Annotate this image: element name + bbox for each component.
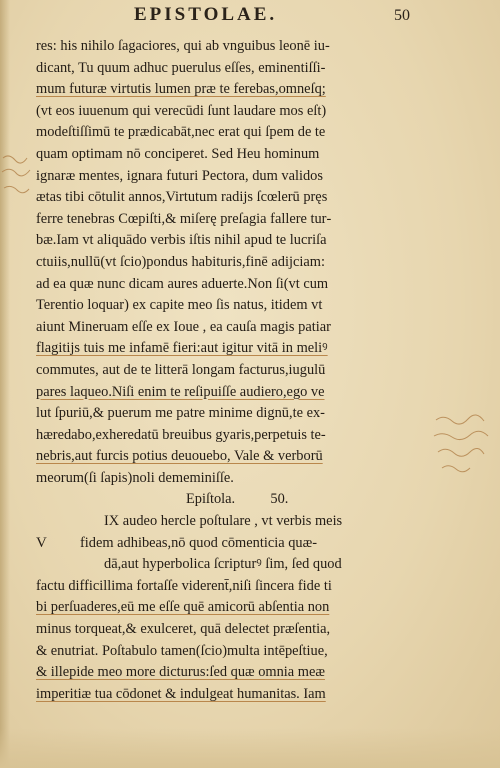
text-line: quam optimam nō conciperet. Sed Heu hominum — [36, 145, 320, 162]
running-head-title: EPISTOLAE. — [134, 4, 278, 25]
text-line: bæ.Iam vt aliquādo verbis iſtis nihil apud te lucriſa — [36, 232, 327, 249]
text-line: Terentio loquar) ex capite meo ſis natus, itidem vt — [36, 297, 323, 314]
left-margin-annotation — [0, 150, 36, 210]
right-margin-annotation — [432, 410, 500, 480]
text-line: hæredabo,exheredatū breuibus gyaris,perpetuis te‐ — [36, 426, 326, 443]
page-number: 50 — [394, 7, 410, 24]
text-line: dicant, Tu quum adhuc puerulus eſſes, eminentiſſi‐ — [36, 59, 326, 76]
text-line: mum futuræ virtutis lumen præ te ferebas,omneſq; — [36, 81, 326, 98]
text-line: IX audeo hercle poſtulare , vt verbis meis — [104, 513, 343, 530]
letter-heading-label: Epiſtola. — [186, 491, 236, 508]
initial-letter: V — [36, 534, 47, 551]
letter-heading — [36, 489, 434, 511]
text-line: & enutriat. Poſtabulo tamen(ſcio)multa intēpeſtiue, — [36, 642, 328, 659]
text-line: ferre tenebras Cœpiſti,& miſerę preſagia fallere tur‐ — [36, 210, 332, 227]
text-line: nebris,aut furcis potius deuouebo, Vale & verborū — [36, 448, 323, 465]
page-bottom-shadow — [0, 728, 500, 768]
text-line-content: fidem adhibeas,nō quod cōmenticia quæ‐ — [80, 534, 317, 551]
text-line: & illepide meo more dicturus:ſed quæ omnia meæ — [36, 664, 325, 681]
text-line: meorum(ſi ſapis)noli dememiniſſe. — [36, 469, 234, 486]
text-line: imperitiæ tua cōdonet & indulgeat humanitas. Iam — [36, 685, 326, 702]
text-line — [36, 533, 434, 555]
text-line: ad ea quæ nunc dicam aures aduerte.Non ſi(vt cum — [36, 275, 329, 292]
body-text — [36, 36, 434, 705]
text-line: (vt eos iuuenum qui verecūdi ſunt laudare mos eſt) — [36, 102, 327, 119]
text-line: modeſtiſſimū te prædicabāt,nec erat qui ſpem de te — [36, 124, 326, 141]
text-line: commutes, aut de te litterā longam facturus,iugulū — [36, 361, 326, 378]
text-line: ignaræ mentes, ignara futuri Pectora, dum validos — [36, 167, 323, 184]
text-line: ctuiis,nullū(vt ſcio)pondus habituris,finē adijciam: — [36, 253, 325, 270]
text-line: dā,aut hyperbolica ſcripturꝰ ſim, ſed quod — [104, 556, 342, 573]
text-line: res: his nihilo ſagaciores, qui ab vnguibus leonē iu‐ — [36, 38, 330, 54]
text-line: factu difficillima fortaſſe viderent̄,niſi ſincera fide ti — [36, 577, 332, 594]
text-line: ætas tibi cōtulit annos,Virtutum radijs ſcœlerū pręs — [36, 189, 328, 206]
text-line: flagitijs tuis me infamē fieri:aut igitur vitā in meliꝰ — [36, 340, 328, 357]
text-line: minus torqueat,& exulceret, quā delectet præſentia, — [36, 621, 331, 638]
letter-number: 50. — [270, 491, 289, 508]
text-line: aiunt Mineruam eſſe ex Ioue , ea cauſa magis patiar — [36, 318, 331, 335]
gutter-shadow — [0, 0, 10, 768]
text-line: pares laqueo.Niſi enim te reſipuiſſe audiero,ego ve — [36, 383, 325, 400]
text-line: bi perſuaderes,eū me eſſe quē amicorū abſentia non — [36, 599, 330, 616]
text-line: lut ſpuriū,& puerum me patre minime dignū,te ex‐ — [36, 405, 325, 422]
running-head — [0, 4, 500, 28]
